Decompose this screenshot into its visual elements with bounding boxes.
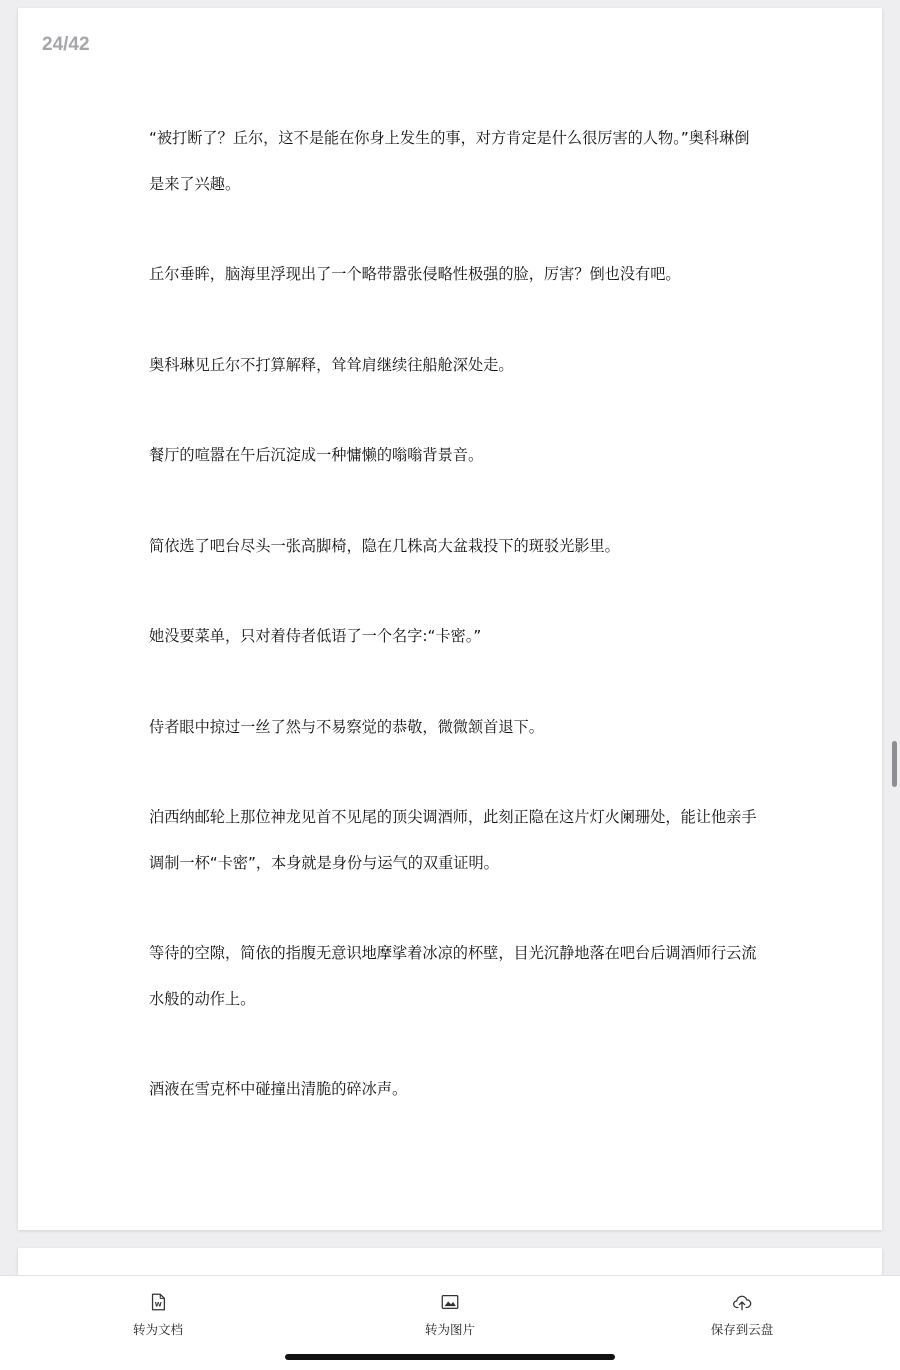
- convert-to-image-label: 转为图片: [424, 1322, 475, 1337]
- paragraph: 餐厅的喧嚣在午后沉淀成一种慵懒的嗡嗡背景音。: [149, 446, 484, 464]
- paragraph: “被打断了？丘尔，这不是能在你身上发生的事，对方肯定是什么很厉害的人物。”奥科琳倒是来了兴趣。: [149, 129, 750, 193]
- paragraph: 酒液在雪克杯中碰撞出清脆的碎冰声。: [149, 1080, 408, 1098]
- page-content: [149, 116, 759, 1158]
- svg-text:W: W: [154, 1301, 162, 1309]
- next-document-page: [18, 1248, 882, 1275]
- paragraph: 奥科琳见丘尔不打算解释，耸耸肩继续往船舱深处走。: [149, 355, 514, 374]
- document-page: [18, 8, 882, 1230]
- save-to-cloud-label: 保存到云盘: [710, 1322, 774, 1337]
- paragraph: 丘尔垂眸，脑海里浮现出了一个略带嚣张侵略性极强的脸，厉害？倒也没有吧。: [149, 265, 681, 283]
- paragraph: 侍者眼中掠过一丝了然与不易察觉的恭敬，微微颔首退下。: [149, 717, 544, 736]
- paragraph: 简依选了吧台尽头一张高脚椅，隐在几株高大盆栽投下的斑驳光影里。: [149, 536, 620, 555]
- home-indicator[interactable]: [285, 1354, 615, 1360]
- paragraph: 等待的空隙，简依的指腹无意识地摩挲着冰凉的杯壁，目光沉静地落在吧台后调酒师行云流水般的动作上。: [149, 944, 757, 1008]
- convert-to-document-button[interactable]: [88, 1292, 228, 1338]
- paragraph: 她没要菜单，只对着侍者低语了一个名字:“卡密。”: [149, 627, 482, 645]
- scrollbar-thumb[interactable]: [892, 741, 897, 787]
- cloud-upload-icon: [731, 1292, 753, 1312]
- convert-to-document-label: 转为文档: [132, 1322, 183, 1337]
- convert-to-image-button[interactable]: [380, 1292, 520, 1338]
- paragraph: 泊西纳邮轮上那位神龙见首不见尾的顶尖调酒师，此刻正隐在这片灯火阑珊处，能让他亲手调制一杯“卡密”，本身就是身份与运气的双重证明。: [149, 808, 757, 872]
- image-icon: [439, 1292, 461, 1312]
- word-document-icon: [147, 1292, 169, 1312]
- save-to-cloud-button[interactable]: [672, 1292, 812, 1338]
- page-counter: 24/42: [42, 34, 90, 55]
